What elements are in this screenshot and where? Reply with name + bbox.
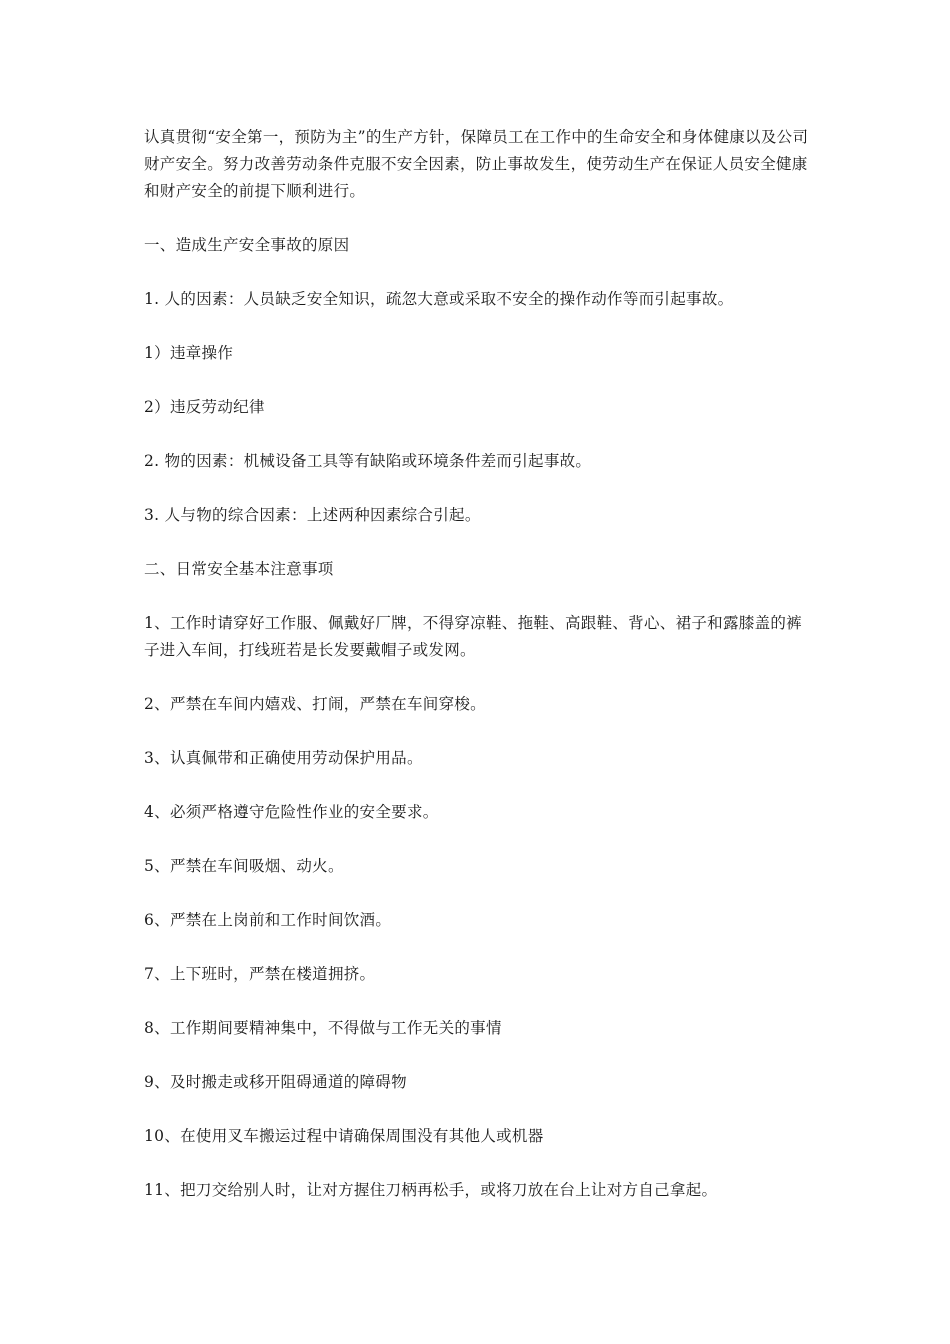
document-body [144,124,814,1231]
section-heading-causes: 一、造成生产安全事故的原因 [144,236,350,254]
list-item: 2）违反劳动纪律 [144,398,265,416]
list-item: 8、工作期间要精神集中，不得做与工作无关的事情 [144,1019,502,1037]
list-item: 7、上下班时，严禁在楼道拥挤。 [144,965,376,983]
list-item: 9、及时搬走或移开阻碍通道的障碍物 [144,1073,407,1091]
list-item: 1、工作时请穿好工作服、佩戴好厂牌，不得穿凉鞋、拖鞋、高跟鞋、背心、裙子和露膝盖的裤子进入车间，打线班若是长发要戴帽子或发网。 [144,614,802,659]
list-item: 11、把刀交给别人时，让对方握住刀柄再松手，或将刀放在台上让对方自己拿起。 [144,1181,718,1199]
section-heading-precautions: 二、日常安全基本注意事项 [144,560,334,578]
list-item: 3、认真佩带和正确使用劳动保护用品。 [144,749,423,767]
list-item: 1）违章操作 [144,344,234,362]
intro-paragraph: 认真贯彻“安全第一，预防为主”的生产方针，保障员工在工作中的生命安全和身体健康以及公司财产安全。努力改善劳动条件克服不安全因素，防止事故发生，使劳动生产在保证人员安全健康和财产安全的前提下顺利进行。 [144,128,809,200]
list-item: 1. 人的因素：人员缺乏安全知识，疏忽大意或采取不安全的操作动作等而引起事故。 [144,290,734,308]
list-item: 4、必须严格遵守危险性作业的安全要求。 [144,803,439,821]
list-item: 6、严禁在上岗前和工作时间饮酒。 [144,911,392,929]
list-item: 5、严禁在车间吸烟、动火。 [144,857,344,875]
list-item: 10、在使用叉车搬运过程中请确保周围没有其他人或机器 [144,1127,544,1145]
list-item: 2、严禁在车间内嬉戏、打闹，严禁在车间穿梭。 [144,695,486,713]
list-item: 3. 人与物的综合因素：上述两种因素综合引起。 [144,506,481,524]
list-item: 2. 物的因素：机械设备工具等有缺陷或环境条件差而引起事故。 [144,452,592,470]
